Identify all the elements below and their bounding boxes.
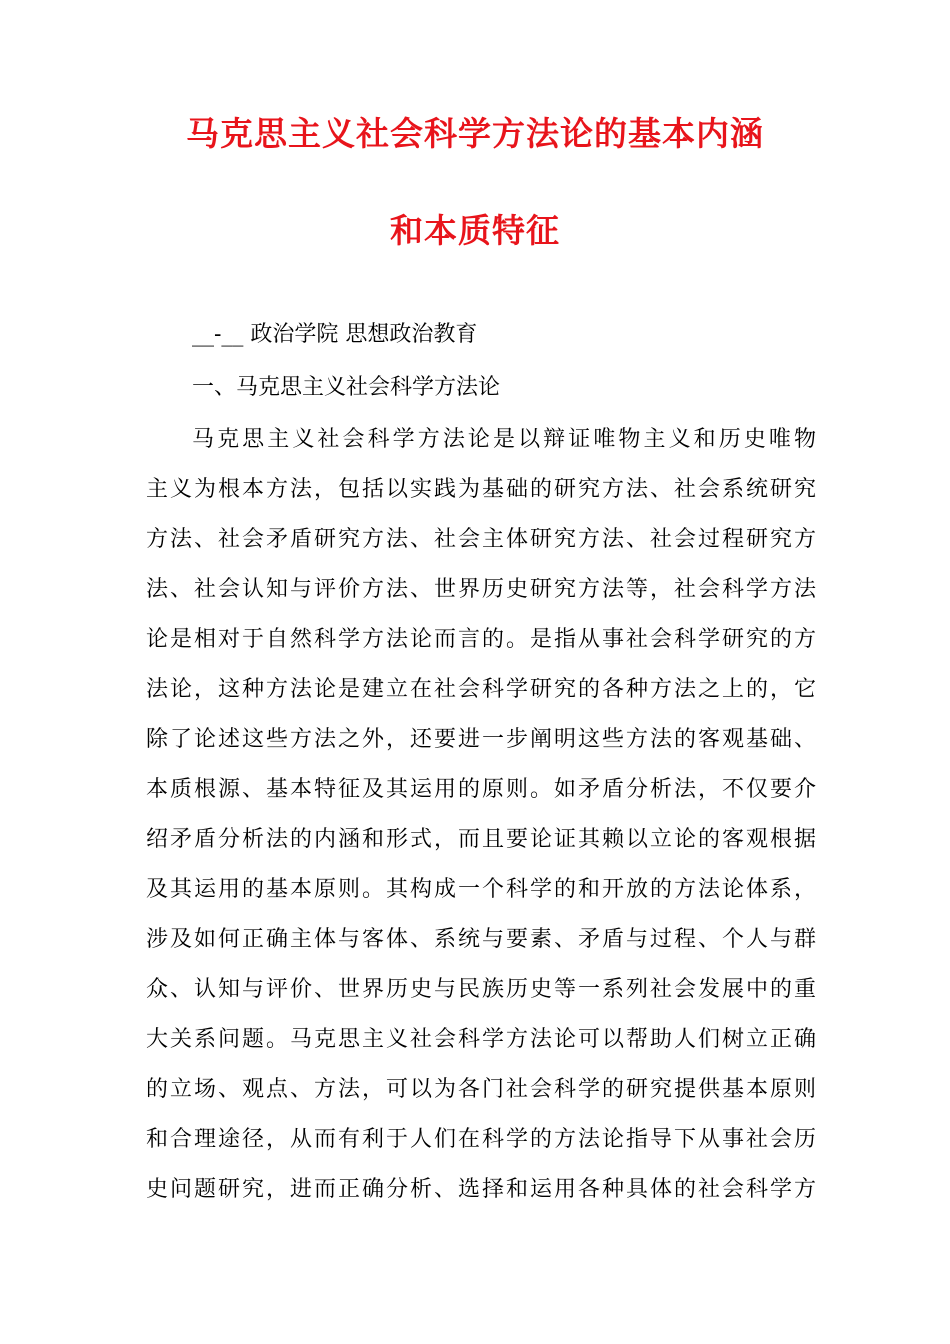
paragraph-line: 马克思主义社会科学方法论是以辩证唯物主义和历史唯物 bbox=[192, 427, 816, 452]
paragraph-line: 法、社会认知与评价方法、世界历史研究方法等，社会科学方法 bbox=[146, 577, 816, 602]
paragraph-line: 主义为根本方法，包括以实践为基础的研究方法、社会系统研究 bbox=[146, 477, 816, 502]
paragraph-line: 法论，这种方法论是建立在社会科学研究的各种方法之上的，它 bbox=[146, 677, 816, 702]
paragraph-line: 大关系问题。马克思主义社会科学方法论可以帮助人们树立正确 bbox=[146, 1027, 816, 1052]
paragraph-line: 及其运用的基本原则。其构成一个科学的和开放的方法论体系， bbox=[146, 877, 816, 902]
paragraph-line: 和合理途径，从而有利于人们在科学的方法论指导下从事社会历 bbox=[146, 1127, 816, 1152]
paragraph-line: 论是相对于自然科学方法论而言的。是指从事社会科学研究的方 bbox=[146, 627, 816, 652]
document-title-line-2: 和本质特征 bbox=[390, 211, 560, 250]
document-title-line-1: 马克思主义社会科学方法论的基本内涵 bbox=[186, 114, 764, 153]
paragraph-line: 涉及如何正确主体与客体、系统与要素、矛盾与过程、个人与群 bbox=[146, 927, 816, 952]
paragraph-line: 史问题研究，进而正确分析、选择和运用各种具体的社会科学方 bbox=[146, 1177, 816, 1202]
paragraph-line: 绍矛盾分析法的内涵和形式，而且要论证其赖以立论的客观根据 bbox=[146, 827, 816, 852]
paragraph-line: 本质根源、基本特征及其运用的原则。如矛盾分析法，不仅要介 bbox=[146, 777, 816, 802]
section-heading: 一、马克思主义社会科学方法论 bbox=[192, 375, 501, 400]
paragraph-line: 众、认知与评价、世界历史与民族历史等一系列社会发展中的重 bbox=[146, 977, 816, 1002]
paragraph-line: 除了论述这些方法之外，还要进一步阐明这些方法的客观基础、 bbox=[146, 727, 816, 752]
paragraph-line: 方法、社会矛盾研究方法、社会主体研究方法、社会过程研究方 bbox=[146, 527, 816, 552]
paragraph-line: 的立场、观点、方法，可以为各门社会科学的研究提供基本原则 bbox=[146, 1077, 816, 1102]
author-line: __-__ 政治学院 思想政治教育 bbox=[192, 322, 478, 347]
